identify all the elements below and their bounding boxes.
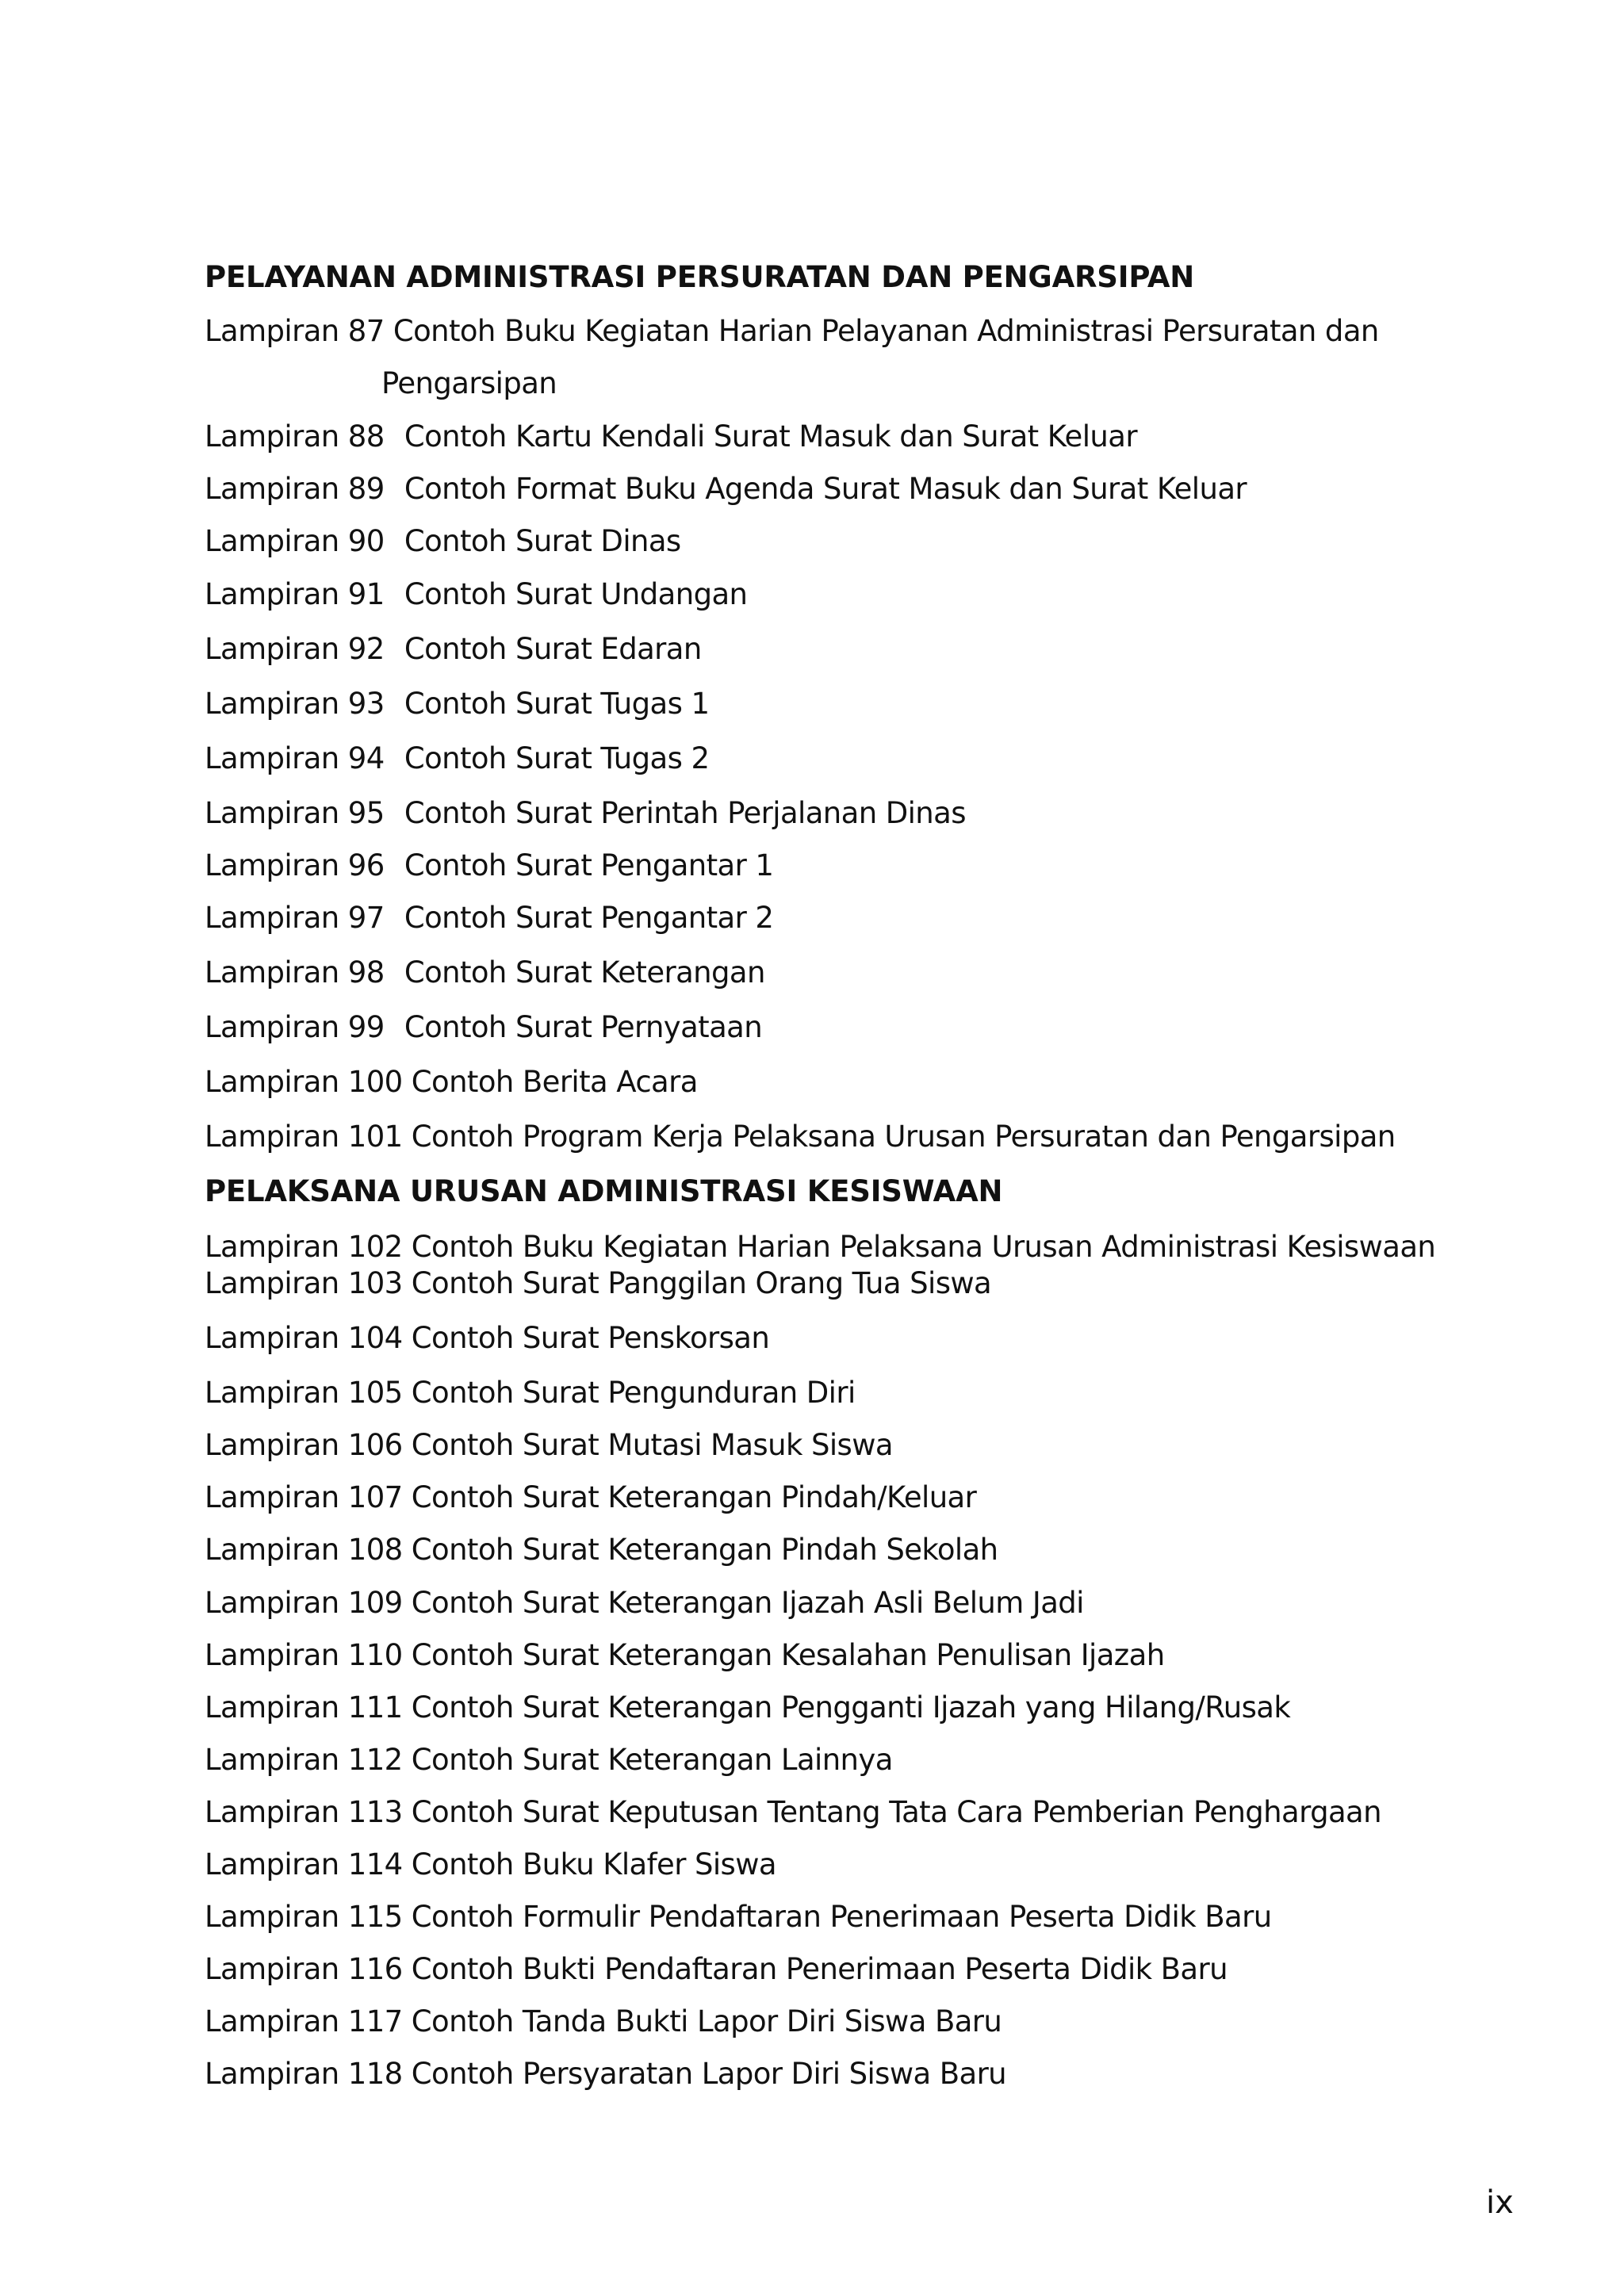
list-item (205, 741, 709, 776)
list-item (205, 1586, 1084, 1621)
list-item (205, 1321, 769, 1356)
list-item-label: Lampiran 106 (205, 1428, 403, 1462)
list-item (205, 419, 1137, 454)
list-item-label: Lampiran 116 (205, 1952, 403, 1986)
list-item-label: Lampiran 94 (205, 741, 385, 775)
list-item-text: Contoh Buku Kegiatan Harian Pelayanan Administrasi Persuratan dan (393, 314, 1379, 348)
list-item-text: Contoh Surat Keterangan Kesalahan Penulisan Ijazah (411, 1638, 1165, 1672)
list-item-label: Lampiran 117 (205, 2004, 403, 2038)
list-item-label: Lampiran 101 (205, 1120, 403, 1154)
list-item (205, 632, 702, 667)
list-item-label: Lampiran 111 (205, 1690, 403, 1725)
list-item-label: Lampiran 90 (205, 524, 385, 558)
list-item-text: Contoh Surat Panggilan Orang Tua Siswa (411, 1266, 992, 1300)
list-item (205, 1952, 1228, 1987)
list-item (205, 2057, 1006, 2092)
list-item-text: Contoh Surat Edaran (404, 632, 702, 666)
list-item (205, 1638, 1165, 1673)
list-item-text: Contoh Tanda Bukti Lapor Diri Siswa Baru (411, 2004, 1002, 2038)
list-item-label: Lampiran 92 (205, 632, 385, 666)
list-item (205, 901, 773, 936)
list-item-text: Contoh Bukti Pendaftaran Penerimaan Peserta Didik Baru (411, 1952, 1228, 1986)
list-item-label: Lampiran 107 (205, 1480, 403, 1514)
list-item-label: Lampiran 98 (205, 955, 385, 990)
list-item-label: Lampiran 99 (205, 1010, 385, 1044)
list-item (205, 524, 681, 559)
list-item (205, 1690, 1290, 1725)
section-heading-persuratan: PELAYANAN ADMINISTRASI PERSURATAN DAN PENGARSIPAN (205, 260, 1195, 294)
list-item (205, 1428, 893, 1463)
list-item-label: Lampiran 108 (205, 1533, 403, 1567)
list-item-label: Lampiran 112 (205, 1743, 403, 1777)
list-item-text: Contoh Berita Acara (411, 1065, 698, 1099)
list-item-text: Contoh Surat Keterangan Pindah Sekolah (411, 1533, 998, 1567)
list-item-label: Lampiran 100 (205, 1065, 403, 1099)
list-item-text: Contoh Surat Keterangan Pengganti Ijazah yang Hilang/Rusak (411, 1690, 1291, 1725)
list-item-label: Lampiran 115 (205, 1900, 403, 1934)
list-item (205, 2004, 1002, 2039)
list-item-label: Lampiran 88 (205, 419, 385, 454)
list-item (205, 687, 709, 722)
list-item-text: Contoh Formulir Pendaftaran Penerimaan Peserta Didik Baru (411, 1900, 1272, 1934)
list-item (205, 1230, 1435, 1265)
list-item-text: Contoh Surat Pengantar 1 (404, 848, 774, 882)
list-item (205, 577, 747, 612)
list-item (205, 1376, 856, 1411)
list-item (205, 1065, 698, 1100)
list-item-label: Lampiran 114 (205, 1847, 403, 1881)
list-item-label: Lampiran 103 (205, 1266, 403, 1300)
list-item-text: Contoh Surat Keterangan Ijazah Asli Belum Jadi (411, 1586, 1084, 1620)
list-item (205, 1010, 762, 1045)
list-item-continuation: Pengarsipan (381, 366, 557, 400)
list-item-text: Contoh Format Buku Agenda Surat Masuk dan Surat Keluar (404, 472, 1247, 506)
list-item-label: Lampiran 109 (205, 1586, 403, 1620)
list-item-text: Contoh Surat Pernyataan (404, 1010, 763, 1044)
list-item (205, 472, 1247, 507)
list-item-text: Contoh Surat Dinas (404, 524, 681, 558)
list-item (205, 314, 1379, 349)
list-item-text: Contoh Surat Keterangan (404, 955, 765, 990)
list-item-label: Lampiran 93 (205, 687, 385, 721)
page-number: ix (1486, 2184, 1514, 2221)
list-item-text: Contoh Surat Keterangan Pindah/Keluar (411, 1480, 977, 1514)
list-item (205, 1900, 1272, 1935)
list-item (205, 1120, 1396, 1154)
list-item (205, 1533, 998, 1568)
list-item (205, 796, 966, 831)
list-item-text: Contoh Surat Keputusan Tentang Tata Cara Pemberian Penghargaan (411, 1795, 1381, 1829)
list-item-text: Contoh Surat Undangan (404, 577, 748, 611)
list-item-text: Contoh Kartu Kendali Surat Masuk dan Surat Keluar (404, 419, 1137, 454)
list-item-label: Lampiran 89 (205, 472, 385, 506)
list-item-label: Lampiran 91 (205, 577, 385, 611)
list-item-text: Contoh Buku Klafer Siswa (411, 1847, 776, 1881)
list-item (205, 1266, 991, 1301)
list-item-text: Contoh Buku Kegiatan Harian Pelaksana Urusan Administrasi Kesiswaan (411, 1230, 1436, 1264)
list-item (205, 1847, 776, 1882)
list-item-label: Lampiran 104 (205, 1321, 403, 1355)
list-item-text: Contoh Surat Penskorsan (411, 1321, 770, 1355)
list-item (205, 1743, 893, 1778)
list-item-label: Lampiran 102 (205, 1230, 403, 1264)
list-item-text: Contoh Surat Keterangan Lainnya (411, 1743, 893, 1777)
list-item (205, 1480, 976, 1515)
section-heading-kesiswaan: PELAKSANA URUSAN ADMINISTRASI KESISWAAN (205, 1174, 1003, 1208)
list-item (205, 848, 773, 883)
list-item (205, 955, 765, 990)
list-item-label: Lampiran 110 (205, 1638, 403, 1672)
list-item-label: Lampiran 97 (205, 901, 385, 935)
list-item-text: Contoh Surat Tugas 2 (404, 741, 710, 775)
list-item-text: Contoh Persyaratan Lapor Diri Siswa Baru (411, 2057, 1007, 2091)
list-item-label: Lampiran 87 (205, 314, 385, 348)
list-item-label: Lampiran 95 (205, 796, 385, 830)
list-item-label: Lampiran 118 (205, 2057, 403, 2091)
list-item-text: Contoh Surat Mutasi Masuk Siswa (411, 1428, 893, 1462)
list-item-label: Lampiran 113 (205, 1795, 403, 1829)
list-item-text: Contoh Program Kerja Pelaksana Urusan Persuratan dan Pengarsipan (411, 1120, 1396, 1154)
list-item-label: Lampiran 105 (205, 1376, 403, 1410)
list-item-text: Contoh Surat Perintah Perjalanan Dinas (404, 796, 966, 830)
list-item-label: Lampiran 96 (205, 848, 385, 882)
list-item-text: Contoh Surat Pengantar 2 (404, 901, 774, 935)
list-item (205, 1795, 1381, 1830)
list-item-text: Contoh Surat Pengunduran Diri (411, 1376, 856, 1410)
list-item-text: Contoh Surat Tugas 1 (404, 687, 710, 721)
